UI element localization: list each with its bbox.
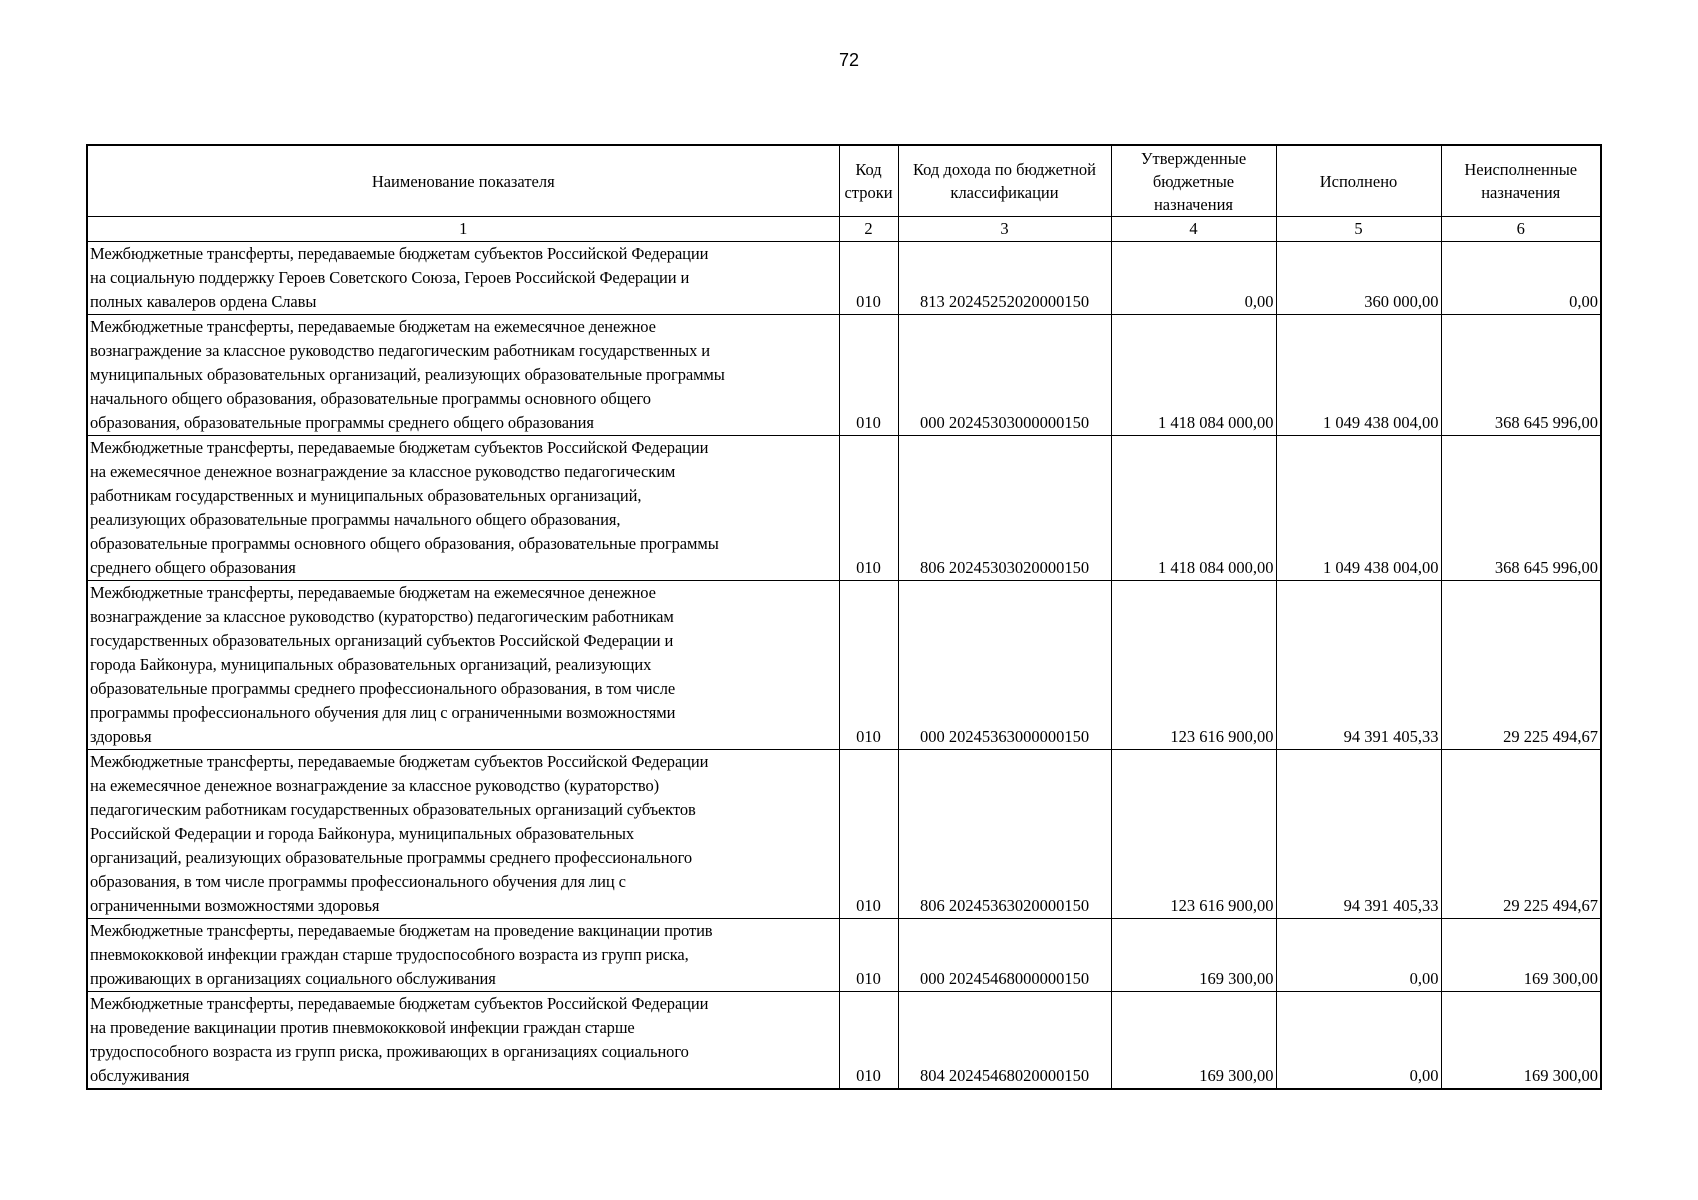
approved-amount: 1 418 084 000,00 xyxy=(1111,436,1276,581)
unexecuted-amount: 169 300,00 xyxy=(1441,919,1601,992)
line-code: 010 xyxy=(839,919,898,992)
indicator-name: Межбюджетные трансферты, передаваемые бюджетам на ежемесячное денежное вознаграждение за классное руководство педагогическим работникам государственных и муниципальных образовательных организаций, реализующих образовательные программы начального общего образования, образовательные программы основного общего образования, образовательные программы среднего общего образования xyxy=(87,315,839,436)
table-row xyxy=(87,992,1601,1090)
line-code: 010 xyxy=(839,992,898,1090)
unexecuted-amount: 29 225 494,67 xyxy=(1441,581,1601,750)
unexecuted-amount: 368 645 996,00 xyxy=(1441,436,1601,581)
column-number: 4 xyxy=(1111,217,1276,242)
income-code: 804 20245468020000150 xyxy=(898,992,1111,1090)
column-number: 3 xyxy=(898,217,1111,242)
table-row xyxy=(87,750,1601,919)
unexecuted-amount: 29 225 494,67 xyxy=(1441,750,1601,919)
header-income-code: Код дохода по бюджетной классификации xyxy=(898,145,1111,217)
income-code: 806 20245363020000150 xyxy=(898,750,1111,919)
approved-amount: 123 616 900,00 xyxy=(1111,750,1276,919)
budget-execution-table xyxy=(86,144,1602,1090)
unexecuted-amount: 368 645 996,00 xyxy=(1441,315,1601,436)
header-indicator-name: Наименование показателя xyxy=(87,145,839,217)
line-code: 010 xyxy=(839,581,898,750)
table-row xyxy=(87,436,1601,581)
table-row xyxy=(87,581,1601,750)
header-executed: Исполнено xyxy=(1276,145,1441,217)
table-row xyxy=(87,315,1601,436)
table-row xyxy=(87,919,1601,992)
line-code: 010 xyxy=(839,315,898,436)
column-number-row xyxy=(87,217,1601,242)
header-row xyxy=(87,145,1601,217)
unexecuted-amount: 169 300,00 xyxy=(1441,992,1601,1090)
approved-amount: 169 300,00 xyxy=(1111,919,1276,992)
executed-amount: 360 000,00 xyxy=(1276,242,1441,315)
income-code: 000 20245303000000150 xyxy=(898,315,1111,436)
income-code: 813 20245252020000150 xyxy=(898,242,1111,315)
header-unexecuted: Неисполненные назначения xyxy=(1441,145,1601,217)
executed-amount: 94 391 405,33 xyxy=(1276,581,1441,750)
page-number: 72 xyxy=(838,50,860,70)
indicator-name: Межбюджетные трансферты, передаваемые бюджетам субъектов Российской Федерации на проведение вакцинации против пневмококковой инфекции граждан старше трудоспособного возраста из групп риска, проживающих в организациях социального обслуживания xyxy=(87,992,839,1090)
line-code: 010 xyxy=(839,750,898,919)
header-line-code: Код строки xyxy=(839,145,898,217)
executed-amount: 0,00 xyxy=(1276,919,1441,992)
approved-amount: 0,00 xyxy=(1111,242,1276,315)
line-code: 010 xyxy=(839,242,898,315)
indicator-name: Межбюджетные трансферты, передаваемые бюджетам на ежемесячное денежное вознаграждение за классное руководство (кураторство) педагогическим работникам государственных образовательных организаций субъектов Российской Федерации и города Байконура, муниципальных образовательных организаций, реализующих образовательные программы среднего профессионального образования, в том числе программы профессионального обучения для лиц с ограниченными возможностями здоровья xyxy=(87,581,839,750)
line-code: 010 xyxy=(839,436,898,581)
indicator-name: Межбюджетные трансферты, передаваемые бюджетам на проведение вакцинации против пневмококковой инфекции граждан старше трудоспособного возраста из групп риска, проживающих в организациях социального обслуживания xyxy=(87,919,839,992)
executed-amount: 1 049 438 004,00 xyxy=(1276,436,1441,581)
approved-amount: 1 418 084 000,00 xyxy=(1111,315,1276,436)
income-code: 806 20245303020000150 xyxy=(898,436,1111,581)
income-code: 000 20245468000000150 xyxy=(898,919,1111,992)
indicator-name: Межбюджетные трансферты, передаваемые бюджетам субъектов Российской Федерации на ежемесячное денежное вознаграждение за классное руководство педагогическим работникам государственных и муниципальных образовательных организаций, реализующих образовательные программы начального общего образования, образовательные программы основного общего образования, образовательные программы среднего общего образования xyxy=(87,436,839,581)
executed-amount: 94 391 405,33 xyxy=(1276,750,1441,919)
unexecuted-amount: 0,00 xyxy=(1441,242,1601,315)
table-row xyxy=(87,242,1601,315)
indicator-name: Межбюджетные трансферты, передаваемые бюджетам субъектов Российской Федерации на ежемесячное денежное вознаграждение за классное руководство (кураторство) педагогическим работникам государственных образовательных организаций субъектов Российской Федерации и города Байконура, муниципальных образовательных организаций, реализующих образовательные программы среднего профессионального образования, в том числе программы профессионального обучения для лиц с ограниченными возможностями здоровья xyxy=(87,750,839,919)
executed-amount: 1 049 438 004,00 xyxy=(1276,315,1441,436)
approved-amount: 123 616 900,00 xyxy=(1111,581,1276,750)
column-number: 2 xyxy=(839,217,898,242)
approved-amount: 169 300,00 xyxy=(1111,992,1276,1090)
income-code: 000 20245363000000150 xyxy=(898,581,1111,750)
column-number: 1 xyxy=(87,217,839,242)
executed-amount: 0,00 xyxy=(1276,992,1441,1090)
header-approved: Утвержденные бюджетные назначения xyxy=(1111,145,1276,217)
indicator-name: Межбюджетные трансферты, передаваемые бюджетам субъектов Российской Федерации на социальную поддержку Героев Советского Союза, Героев Российской Федерации и полных кавалеров ордена Славы xyxy=(87,242,839,315)
column-number: 5 xyxy=(1276,217,1441,242)
column-number: 6 xyxy=(1441,217,1601,242)
